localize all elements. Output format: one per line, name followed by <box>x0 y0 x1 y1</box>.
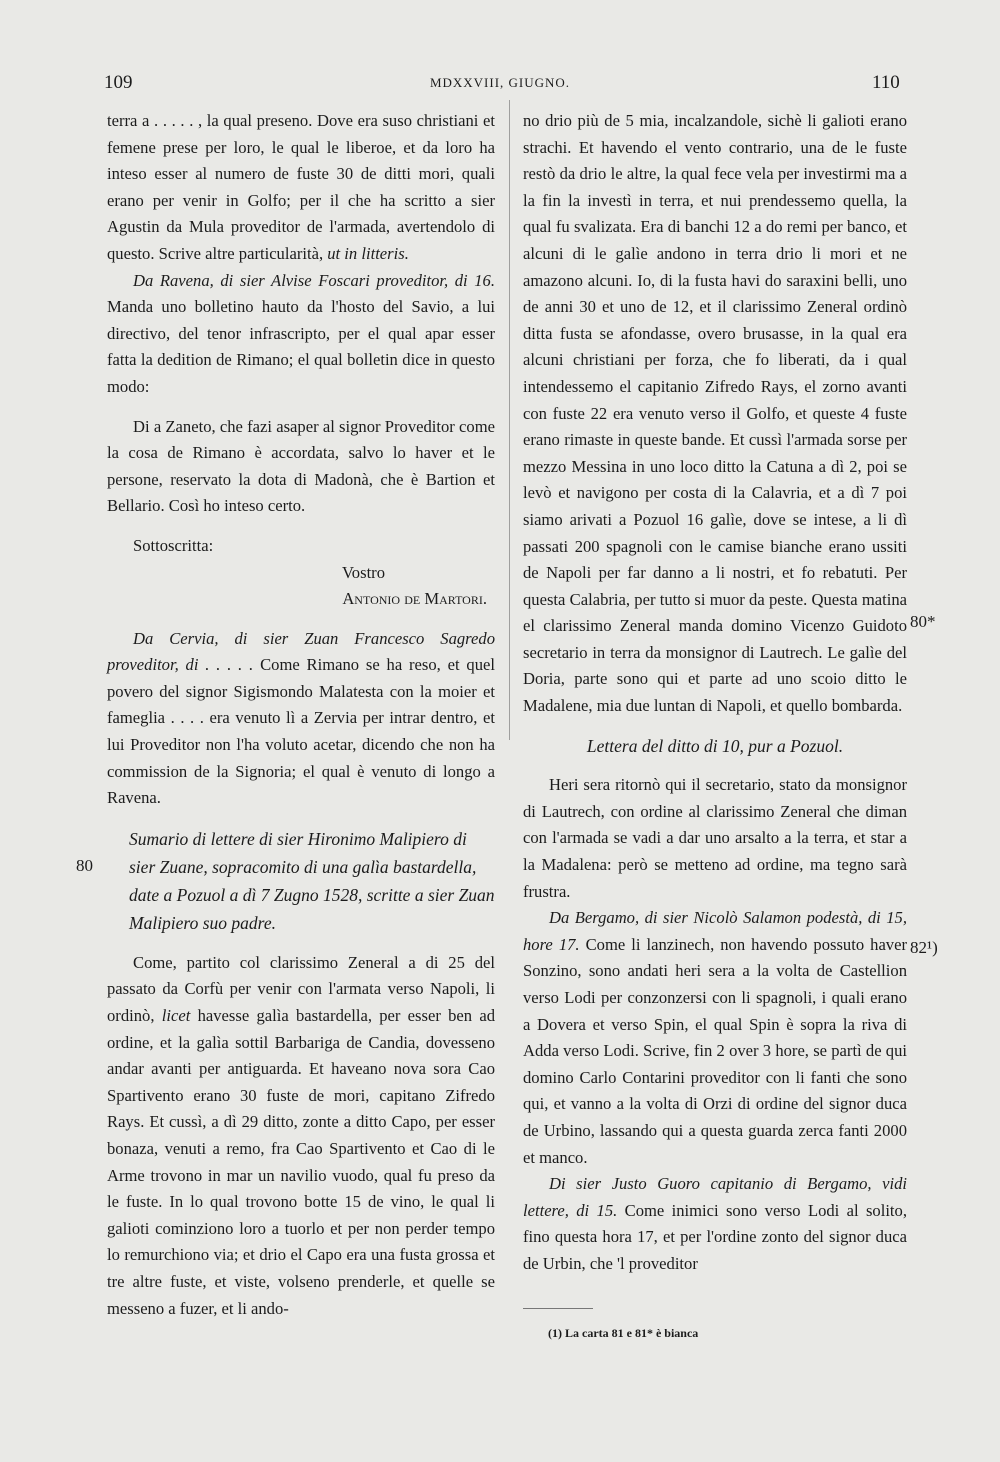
margin-number: 82¹) <box>910 938 938 957</box>
right-column <box>523 108 907 1278</box>
paragraph: Di a Zaneto, che fazi asaper al signor Proveditor come la cosa de Rimano è accordata, salvo lo haver et le persone, reservato la dota di Madonà, che è Bartion et Bellario. Così ho inteso certo. <box>107 416 495 516</box>
running-title: MDXXVIII, GIUGNO. <box>429 75 571 90</box>
margin-number: 80 <box>76 856 93 875</box>
footnote-rule <box>523 1308 593 1309</box>
signature-vostro: Vostro <box>341 562 385 582</box>
letter-title: Lettera del ditto di 10, pur a Pozuol. <box>586 735 844 756</box>
signature-name: Antonio de Martori. <box>342 589 487 609</box>
footnote: (1) La carta 81 e 81* è bianca <box>548 1326 699 1340</box>
margin-number: 80* <box>910 612 936 631</box>
paragraph: Da Bergamo, di sier Nicolò Salamon podestà, di 15, hore 17. Come li lanzinech, non havendo possuto haver Sonzino, sono andati heri sera a la volta de Castellion verso Lodi per conzonzersi con li spagnoli, i quali erano a Dovera et verso Spin, el qual Spin è sopra la riva di Adda verso Lodi. Scrive, fin 2 over 3 hore, se partì de qui domino Carlo Contarini proveditor con li fanti che sono qui, et vanno a la volta di Orzi di ordine del signor duca de Urbino, lassando qui a questa guarda zerca fanti 2000 et manco. <box>523 908 907 1167</box>
signature-label: Sottoscritta: <box>133 535 214 555</box>
page-header <box>0 72 1000 102</box>
page-number-left: 109 <box>104 72 133 93</box>
paragraph: no drio più de 5 mia, incalzandole, sichè li galioti erano strachi. Et havendo el vento contrario, una de le fuste restò da drio le altre, la qual fece vela per investirmi ma a la fin la investì in terra, et nui prendessemo quella, la qual fu svalizata. Era di banchi 12 a do remi per banco, et alcuni di le galìe andono in terra drio li mori et ne amazono alcuni. Io, di la fusta havi do saraxini belli, uno de anni 30 et uno de 12, et il clarissimo Zeneral ordinò ditta fusta se afondasse, overo brusasse, in la qual era alcuni christiani per forza, che fo liberati, da i qual intendessemo el capitanio Zifredo Rays, el zorno avanti con fuste 22 era venuto verso il Golfo, et queste 4 fuste erano rimaste in queste bande. Et cussì l'armada sorse per mezzo Messina in uno loco ditto la Catuna a dì 2, poi se levò et navigono per costa di la Calavria, et a dì 7 poi siamo arivati a Pozuol 16 galìe, dove se intese, a li dì passati 200 spagnoli con le camise bianche erano ussiti de Napoli per far danno a li nostri, et fo rebatuti. Per questa Calabria, per tutto si muor da peste. Questa matina el clarissimo Zeneral manda domino Vicenzo Guidoto secretario in terra da monsignor di Lautrech. Le galìe del Doria, parte sono qui et parte ad uno scoio ditto le Madalene, mia due luntan di Napoli, et quello bombarda. <box>523 111 907 716</box>
page-number-right: 110 <box>872 72 900 93</box>
paragraph: Di sier Justo Guoro capitanio di Bergamo, vidi lettere, di 15. Come inimici sono verso Lodi al solito, fino questa hora 17, et per l'ordine zonto del signor duca de Urbin, che 'l proveditor <box>523 1174 907 1273</box>
paragraph: Da Cervia, di sier Zuan Francesco Sagredo proveditor, di . . . . . Come Rimano se ha reso, et quel povero del signor Sigismondo Malatesta con la moier et fameglia . . . . era venuto lì a Zervia per intrar dentro, et lui Proveditor non l'ha voluto acetar, dicendo che non ha commission de la Signoria; el qual è venuto di longo a Ravena. <box>107 628 495 808</box>
paragraph: Da Ravena, di sier Alvise Foscari proveditor, di 16. Manda uno bolletino hauto da l'hosto del Savio, a lui directivo, del tenor infrascripto, per el qual apar esser fatta la dedition de Rimano; el qual bolletin dice in questo modo: <box>107 270 495 396</box>
column-divider <box>509 100 510 740</box>
paragraph: terra a . . . . . , la qual preseno. Dove era suso christiani et femene prese per loro, le qual le liberoe, et da loro ha inteso esser al numero de fuste 30 de ditti mori, quali erano per venir in Golfo; per il che ha scritto a sier Agustin da Mula proveditor de l'armada, avertendolo di questo. Scrive altre particularità, ut in litteris. <box>107 111 495 263</box>
paragraph: Come, partito col clarissimo Zeneral a di 25 del passato da Corfù per venir con l'armata verso Napoli, li ordinò, licet havesse galìa bastardella, per esser ben ad ordine, et la galìa sottil Barbariga de Candia, dovesseno andar avanti per antiguarda. Et haveano nova sora Cao Spartivento erano 30 fuste de mori, capitano Zifredo Rays. Et cussì, a dì 29 ditto, zonte a ditto Capo, per esser bonaza, venuti a remo, fra Cao Spartivento et Cao di le Arme trovono in mar un navilio vuodo, qual fu preso da le fuste. In lo qual trovono botte 15 de vino, le qual li galioti cominziono loro a tuorlo et per non perder tempo lo remurchiono via; et drio el Capo era una fusta grossa et tre altre fuste, et viste, volseno prenderle, et quelle se messeno a fuzer, et li ando- <box>107 952 495 1318</box>
left-column <box>107 108 495 1322</box>
paragraph: Heri sera ritornò qui il secretario, stato da monsignor di Lautrech, con ordine al clarissimo Zeneral che diman con l'armada se vadi a dar uno arsalto a la terra, et star a la Madalena: però se metteno ad ordine, ma tegno sarà frustra. <box>523 775 907 901</box>
summary-heading: Sumario di lettere di sier Hironimo Malipiero di sier Zuane, sopracomito di una galìa bastardella, date a Pozuol a dì 7 Zugno 1528, scritte a sier Zuan Malipiero suo padre. <box>129 828 495 933</box>
